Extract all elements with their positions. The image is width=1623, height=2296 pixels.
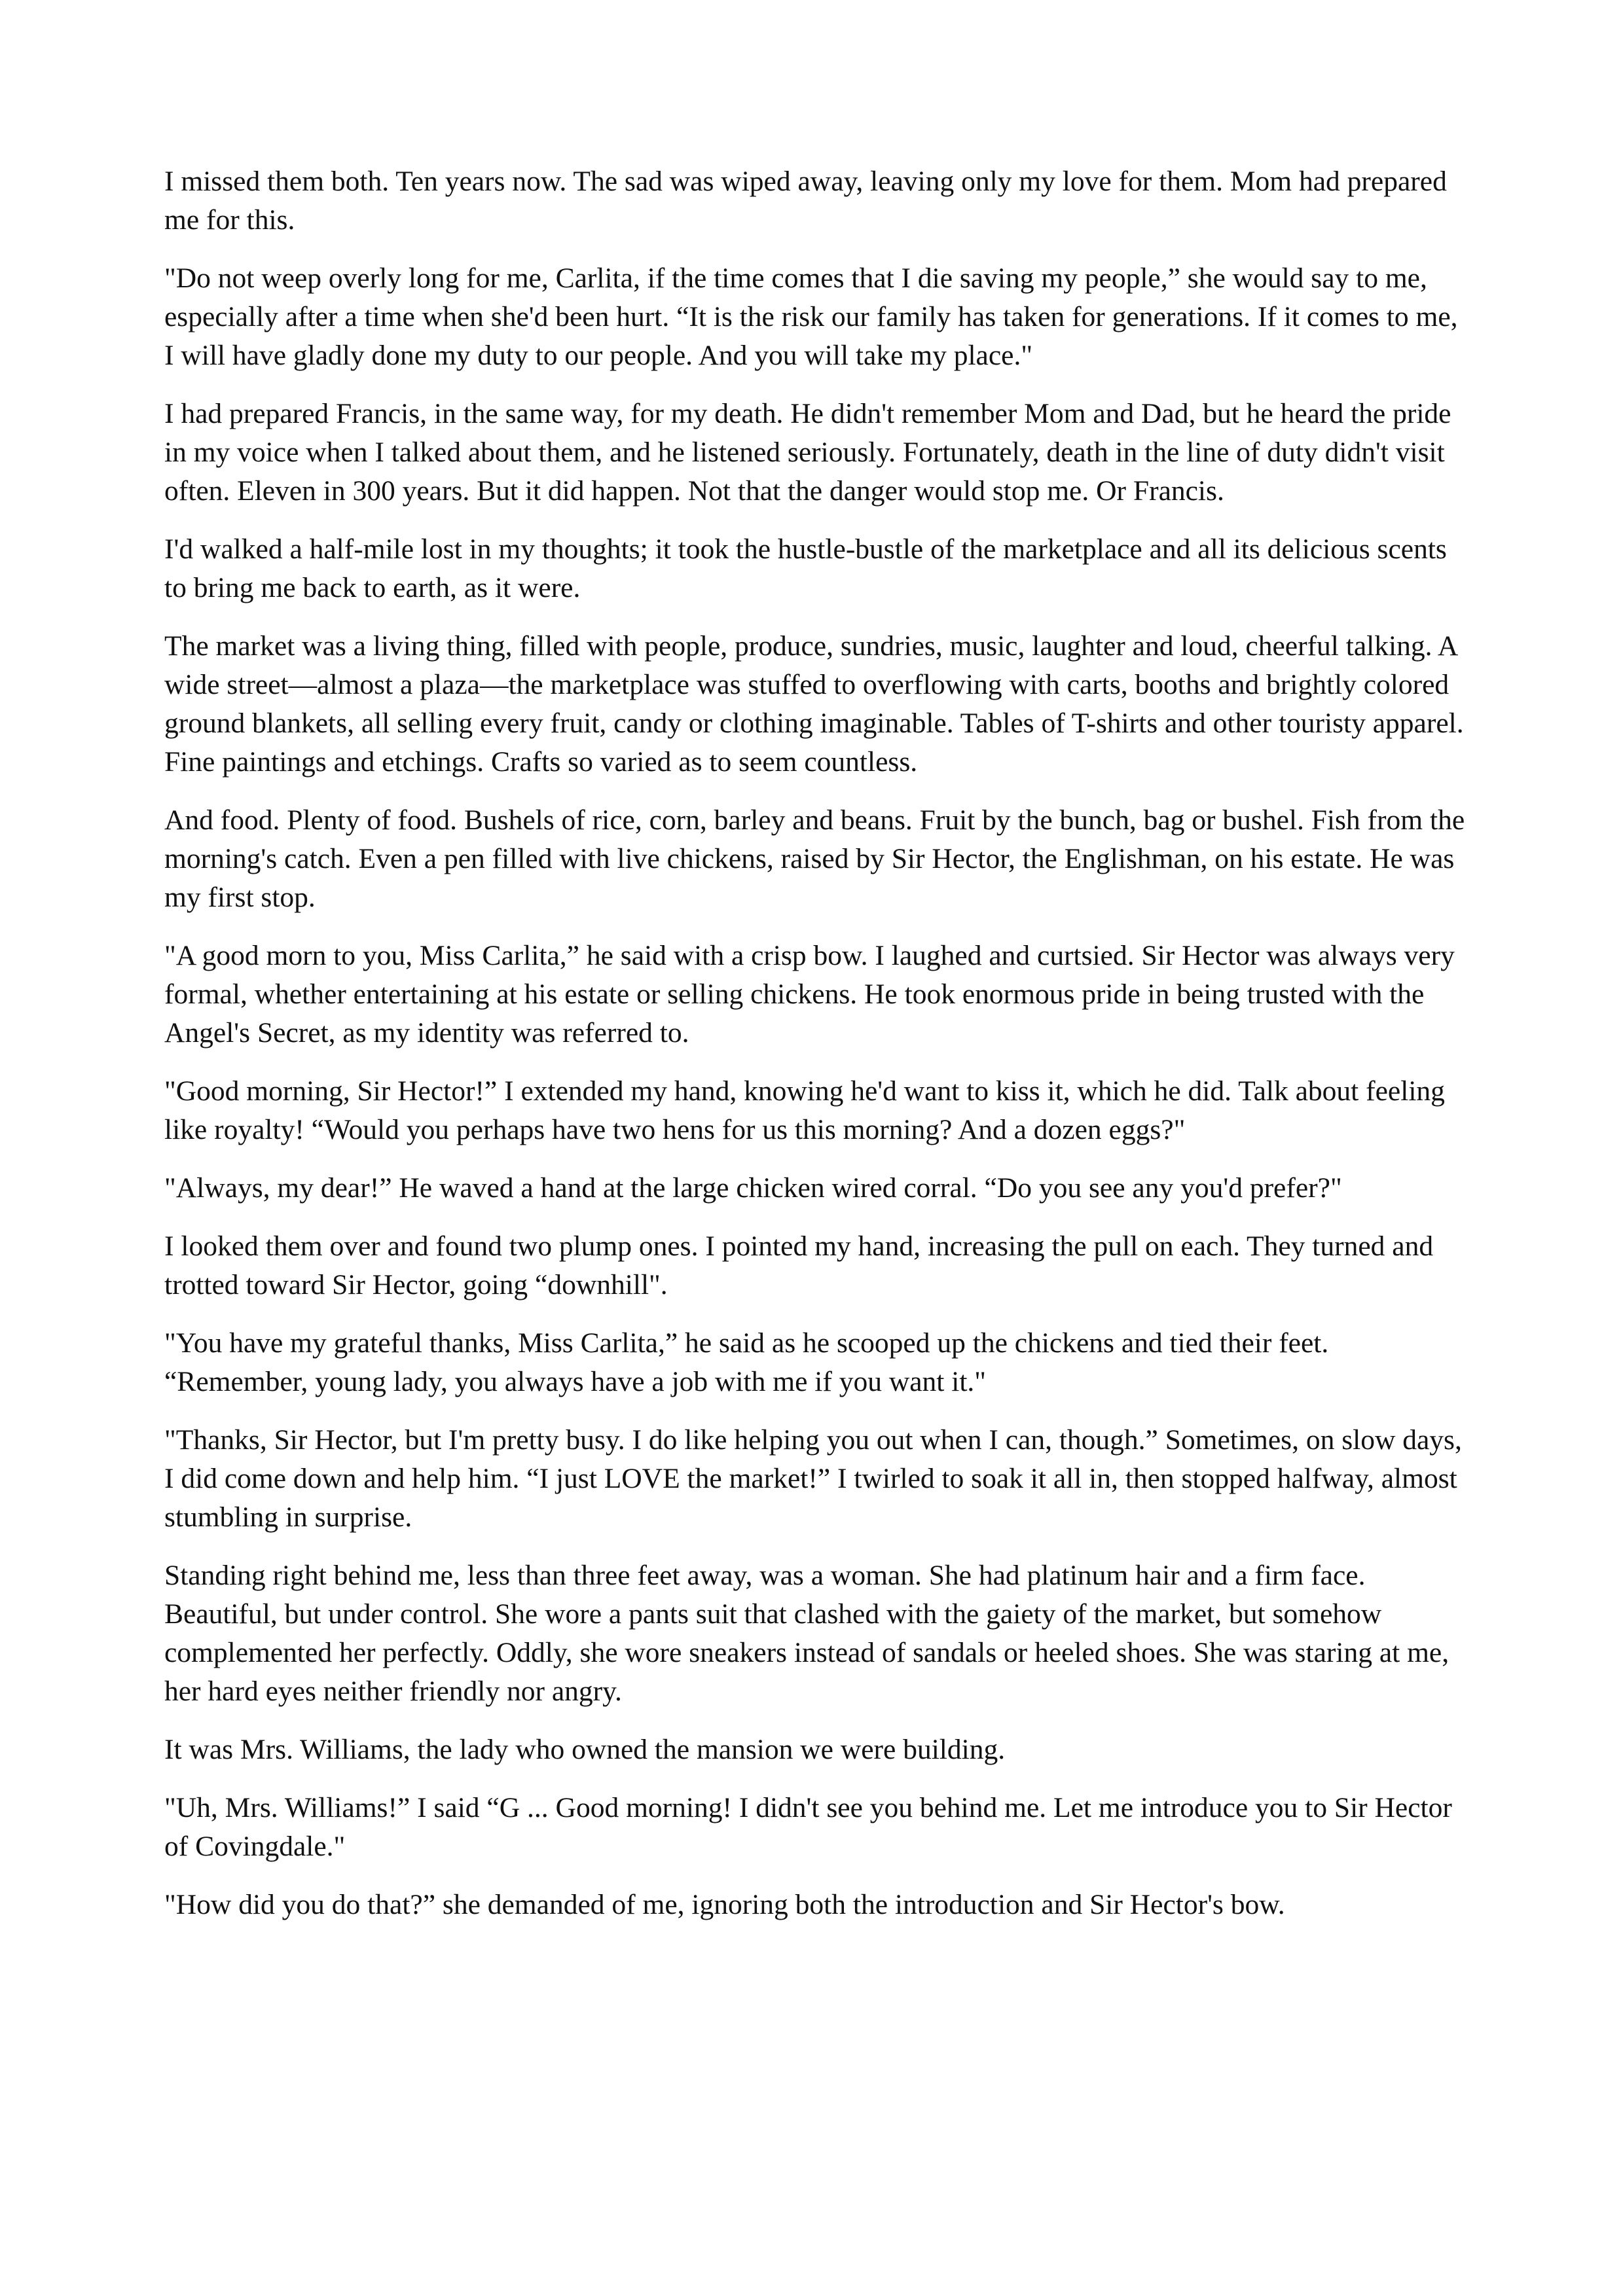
paragraph: I looked them over and found two plump ones. I pointed my hand, increasing the pull on each. They turned and trotted toward Sir Hector, going “downhill".	[164, 1230, 1434, 1300]
paragraph: I had prepared Francis, in the same way, for my death. He didn't remember Mom and Dad, but he heard the pride in my voice when I talked about them, and he listened seriously. Fortunately, death in the line of duty didn't visit often. Eleven in 300 years. But it did happen. Not that the danger would stop me. Or Francis.	[164, 398, 1451, 507]
body-text	[164, 162, 1467, 1944]
paragraph: "How did you do that?” she demanded of me, ignoring both the introduction and Sir Hector's bow.	[164, 1889, 1285, 1920]
paragraph: "Do not weep overly long for me, Carlita, if the time comes that I die saving my people,” she would say to me, especially after a time when she'd been hurt. “It is the risk our family has taken for generations. If it comes to me, I will have gladly done my duty to our people. And you will take my place."	[164, 262, 1458, 371]
paragraph: It was Mrs. Williams, the lady who owned the mansion we were building.	[164, 1734, 1006, 1765]
paragraph: "Uh, Mrs. Williams!” I said “G ... Good morning! I didn't see you behind me. Let me introduce you to Sir Hector of Covingdale."	[164, 1792, 1452, 1862]
paragraph: I missed them both. Ten years now. The sad was wiped away, leaving only my love for them. Mom had prepared me for this.	[164, 166, 1447, 236]
paragraph: The market was a living thing, filled with people, produce, sundries, music, laughter and loud, cheerful talking. A wide street—almost a plaza—the marketplace was stuffed to overflowing with carts, booths and brightly colored ground blankets, all selling every fruit, candy or clothing imaginable. Tables of T-shirts and other touristy apparel. Fine paintings and etchings. Crafts so varied as to seem countless.	[164, 630, 1464, 778]
paragraph: I'd walked a half-mile lost in my thoughts; it took the hustle-bustle of the marketplace and all its delicious scents to bring me back to earth, as it were.	[164, 533, 1447, 603]
paragraph: "A good morn to you, Miss Carlita,” he said with a crisp bow. I laughed and curtsied. Sir Hector was always very formal, whether entertaining at his estate or selling chickens. He took enormous pride in being trusted with the Angel's Secret, as my identity was referred to.	[164, 940, 1455, 1049]
paragraph: "You have my grateful thanks, Miss Carlita,” he said as he scooped up the chickens and tied their feet. “Remember, young lady, you always have a job with me if you want it."	[164, 1327, 1329, 1397]
paragraph: "Thanks, Sir Hector, but I'm pretty busy. I do like helping you out when I can, though.” Sometimes, on slow days, I did come down and help him. “I just LOVE the market!” I twirled to soak it all in, then stopped halfway, almost stumbling in surprise.	[164, 1424, 1462, 1533]
paragraph: Standing right behind me, less than three feet away, was a woman. She had platinum hair and a firm face. Beautiful, but under control. She wore a pants suit that clashed with the gaiety of the market, but somehow complemented her perfectly. Oddly, she wore sneakers instead of sandals or heeled shoes. She was staring at me, her hard eyes neither friendly nor angry.	[164, 1560, 1450, 1707]
paragraph: And food. Plenty of food. Bushels of rice, corn, barley and beans. Fruit by the bunch, bag or bushel. Fish from the morning's catch. Even a pen filled with live chickens, raised by Sir Hector, the Englishman, on his estate. He was my first stop.	[164, 804, 1465, 913]
paragraph: "Good morning, Sir Hector!” I extended my hand, knowing he'd want to kiss it, which he did. Talk about feeling like royalty! “Would you perhaps have two hens for us this morning? And a dozen eggs?"	[164, 1075, 1445, 1145]
paragraph: "Always, my dear!” He waved a hand at the large chicken wired corral. “Do you see any you'd prefer?"	[164, 1172, 1342, 1204]
